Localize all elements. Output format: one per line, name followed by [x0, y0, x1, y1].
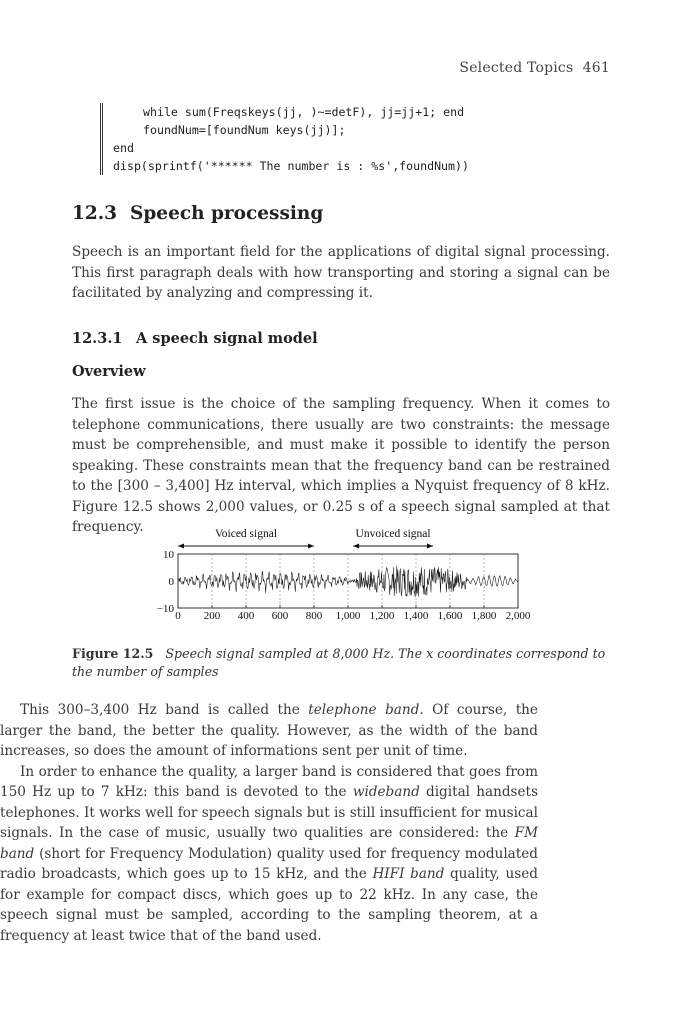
code-line-3: end — [113, 141, 134, 155]
x-tick-label: 600 — [271, 610, 289, 622]
code-line-4: disp(sprintf('****** The number is : %s',foundNum)) — [113, 159, 469, 173]
running-head — [459, 60, 610, 76]
figure-label: Figure 12.5 — [72, 646, 154, 661]
x-tick-label: 200 — [203, 610, 221, 622]
section-title: Speech processing — [130, 203, 324, 224]
annotation-arrowhead-right-1 — [427, 544, 433, 549]
intro-paragraph: Speech is an important field for the applications of digital signal processing. This first paragraph deals with how transporting and storing a signal can be facilitated by analyzing and compressing it. — [72, 244, 610, 301]
annotation-arrowhead-left-0 — [178, 544, 184, 549]
figure-caption-text: Speech signal sampled at 8,000 Hz. The x coordinates correspond to the number of samples — [72, 646, 606, 679]
term-hifi-band: HIFI band — [372, 866, 445, 882]
x-tick-label: 800 — [305, 610, 323, 622]
band-p1-text-a: This 300–3,400 Hz band is called the — [20, 702, 309, 718]
section-heading — [72, 203, 323, 224]
annotation-label: Unvoiced signal — [355, 528, 431, 540]
subsection-heading — [72, 330, 318, 347]
page-number: 461 — [582, 60, 610, 76]
y-tick-label: 0 — [168, 576, 174, 588]
band-p2-text-d: quality, used for example for compact discs, which goes up to 22 kHz. In any case, the speech signal must be sampled, according to the sampling theorem, at a frequency at least twice that of the band used. — [0, 866, 538, 944]
x-tick-label: 1,200 — [369, 610, 395, 622]
code-line-1: while sum(Freqskeys(jj, )~=detF), jj=jj+1; end — [143, 105, 465, 119]
subsection-number: 12.3.1 — [72, 330, 123, 347]
term-fm-band: FM band — [0, 825, 538, 862]
x-tick-label: 2,000 — [505, 610, 531, 622]
band-p2-text-b: digital handsets telephones. It works well for speech signals but is still insufficient for musical signals. In the case of music, usually two qualities are considered: the — [0, 784, 539, 841]
x-tick-label: 400 — [237, 610, 255, 622]
x-tick-label: 1,400 — [403, 610, 429, 622]
code-line-2: foundNum=[foundNum keys(jj)]; — [143, 123, 346, 137]
band-paragraph-1 — [0, 700, 538, 762]
band-p2-text-c: (short for Frequency Modulation) quality used for frequency modulated radio broadcasts, which goes up to 15 kHz, and the — [0, 845, 538, 882]
band-p2-text-a: In order to enhance the quality, a larger band is considered that goes from 150 Hz up to 7 kHz: this band is devoted to the — [0, 763, 538, 800]
band-p1-text-b: . Of course, the larger the band, the better the quality. However, as the width of the band increases, so does the amount of informations sent per unit of time. — [0, 702, 538, 759]
x-tick-label: 1,000 — [335, 610, 361, 622]
x-tick-label: 0 — [175, 610, 181, 622]
y-tick-label: −10 — [156, 603, 174, 615]
band-section — [0, 700, 538, 946]
running-title: Selected Topics — [459, 60, 574, 76]
code-listing — [100, 103, 613, 175]
speech-signal-chart — [140, 524, 560, 624]
annotation-label: Voiced signal — [214, 528, 278, 540]
overview-heading: Overview — [72, 363, 146, 380]
figure-caption — [72, 645, 610, 681]
subsection-title: A speech signal model — [136, 330, 318, 347]
overview-paragraph: The first issue is the choice of the sampling frequency. When it comes to telephone communications, there usually are two constraints: the message must be comprehensible, and must make it possible to identify the person speaking. These constraints mean that the frequency band can be restrained to the [300 – 3,400] Hz interval, which implies a Nyquist frequency of 8 kHz. Figure 12.5 shows 2,000 values, or 0.25 s of a speech signal sampled at that frequency. — [72, 396, 610, 535]
annotation-arrowhead-left-1 — [353, 544, 359, 549]
x-tick-label: 1,800 — [471, 610, 497, 622]
term-wideband: wideband — [352, 784, 420, 800]
annotation-arrowhead-right-0 — [308, 544, 314, 549]
band-paragraph-2 — [0, 762, 538, 947]
term-telephone-band: telephone band — [308, 702, 420, 718]
section-number: 12.3 — [72, 203, 118, 224]
y-tick-label: 10 — [163, 549, 174, 561]
x-tick-label: 1,600 — [437, 610, 463, 622]
